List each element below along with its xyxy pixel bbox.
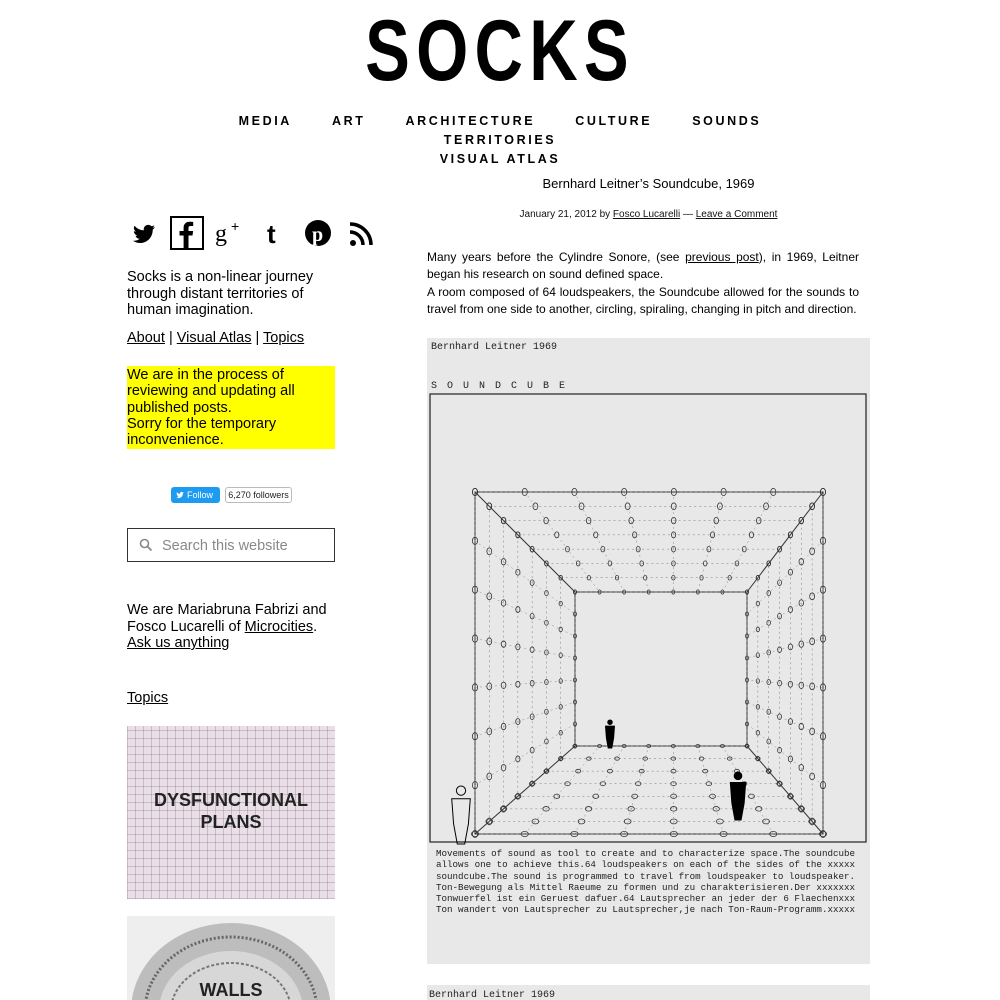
post-paragraph-1 [427, 249, 859, 284]
google-plus-icon[interactable] [214, 216, 248, 250]
topic-card-title: DYSFUNCTIONAL PLANS [154, 790, 308, 832]
post-by: by [599, 209, 611, 220]
about-link[interactable]: About [127, 330, 165, 346]
site-logo[interactable]: SOCKS [365, 3, 635, 99]
topics-link[interactable]: Topics [263, 330, 305, 346]
post-paragraph-2: A room composed of 64 loudspeakers, the Soundcube allowed for the sounds to travel from one side to another, circling, spiraling, changing in pitch and direction. [427, 284, 859, 316]
nav-item-sounds[interactable]: SOUNDS [692, 114, 762, 128]
main-nav [150, 112, 850, 169]
link-separator: | [168, 330, 173, 346]
svg-text:+: + [231, 218, 240, 234]
leave-comment-link[interactable]: Leave a Comment [695, 209, 778, 220]
search-box [127, 528, 335, 562]
notice-line-2: Sorry for the temporary inconvenience. [127, 415, 277, 449]
ask-us-link[interactable]: Ask us anything [127, 635, 230, 651]
post-date: January 21, 2012 [519, 209, 597, 220]
svg-text:p: p [312, 224, 324, 246]
nav-item-culture[interactable]: CULTURE [575, 114, 653, 128]
visual-atlas-link[interactable]: Visual Atlas [176, 330, 252, 346]
twitter-follow-button[interactable] [171, 487, 220, 503]
search-icon [139, 538, 153, 552]
figure-label: S O U N D C U B E [431, 381, 568, 392]
notice-line-1: We are in the process of reviewing and updating all published posts. [127, 367, 295, 416]
post-meta [427, 209, 870, 220]
topic-card-title: WALLS [199, 980, 263, 1000]
pinterest-icon[interactable] [301, 216, 335, 250]
tumblr-icon[interactable] [258, 216, 292, 250]
follower-count[interactable]: 6,270 followers [225, 487, 292, 503]
twitter-bird-icon [175, 490, 185, 500]
post-body [427, 249, 859, 318]
figure-caption: Movements of sound as tool to create and to characterize space.The soundcube allows one to achieve this.64 loudspeakers on each of the sides of the xxxxx soundcube.The sound is programmed to travel from loudspeaker to loudspeaker. Ton-Bewegung als Mittel Raeume zu formen und zu charakterisieren.Der xxxxxxx Tonwuerfel ist ein Geruest dafuer.64 Lautsprecher an jeder der 6 Flaechenxxx Ton wandert von Lautsprecher zu Lautsprecher,je nach Ton-Raum-Programm.xxxxx [436, 848, 856, 916]
previous-post-link[interactable]: previous post [685, 250, 759, 264]
soundcube-figure[interactable] [427, 338, 870, 964]
about-period: . [313, 618, 318, 635]
twitter-icon[interactable] [127, 216, 161, 250]
about-text: We are Mariabruna Fabrizi and Fosco Lucarelli of [127, 602, 327, 635]
post-title[interactable]: Bernhard Leitner’s Soundcube, 1969 [542, 176, 755, 191]
topics-heading[interactable]: Topics [127, 690, 169, 706]
facebook-icon[interactable] [170, 216, 204, 250]
social-icons [127, 216, 377, 252]
sidebar-links [127, 330, 304, 346]
para-text: Many years before the Cylindre Sonore, (see [427, 250, 686, 264]
figure2-header: Bernhard Leitner 1969 [429, 990, 556, 1000]
microcities-link[interactable]: Microcities [244, 618, 314, 635]
figure-header: Bernhard Leitner 1969 [431, 342, 558, 353]
search-input[interactable] [162, 535, 330, 557]
topic-card-dysfunctional-plans[interactable] [127, 726, 335, 899]
svg-text:g: g [215, 221, 227, 247]
about-blurb [127, 602, 337, 652]
meta-dash: — [682, 209, 693, 220]
nav-item-visual-atlas[interactable]: VISUAL ATLAS [439, 152, 561, 166]
nav-item-architecture[interactable]: ARCHITECTURE [405, 114, 536, 128]
link-separator: | [255, 330, 260, 346]
soundcube-figure-2[interactable] [427, 985, 870, 1000]
follow-label: Follow [187, 490, 214, 500]
nav-item-art[interactable]: ART [331, 114, 366, 128]
author-link[interactable]: Fosco Lucarelli [612, 209, 681, 220]
nav-item-territories[interactable]: TERRITORIES [443, 133, 557, 147]
site-tagline: Socks is a non-linear journey through distant territories of human imagination. [127, 269, 314, 318]
nav-item-media[interactable]: MEDIA [238, 114, 292, 128]
para-text: ), in 1969, Leitner began his research on sound defined space. [427, 250, 859, 282]
rss-icon[interactable] [345, 216, 379, 250]
svg-text:t: t [267, 219, 276, 249]
topic-card-walls[interactable] [127, 916, 335, 1000]
maintenance-notice [127, 366, 335, 449]
